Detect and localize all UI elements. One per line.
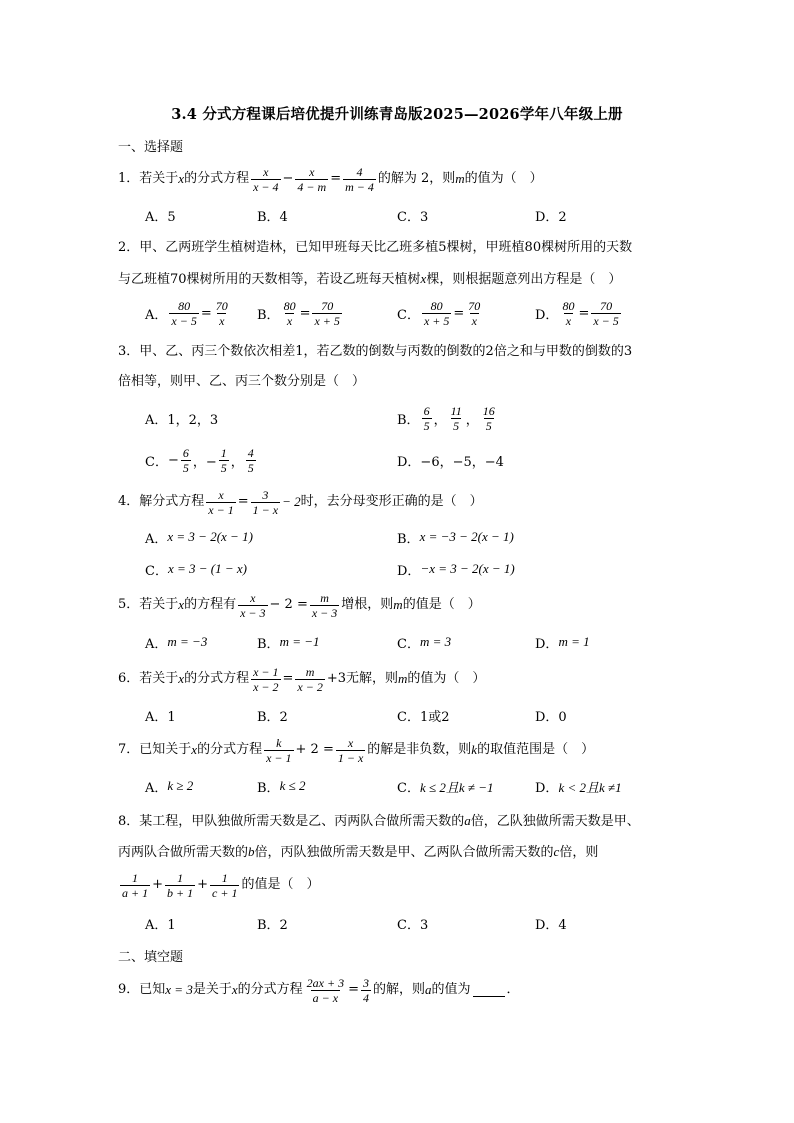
q2-option-c[interactable]: C． $\frac{80}{x + 5}$ = $\frac{70}{x}$ [397,298,481,328]
q1-option-a[interactable]: A．5 [145,209,176,225]
q4-option-c[interactable]: C． x = 3 − (1 − x) [145,561,247,579]
question-3-line-2: 倍相等，则甲、乙、丙三个数分别是（ ） [118,374,366,389]
question-9: 9．已知 x = 3 是关于 x 的分式方程 $\frac{2ax + 3}{a - x}$ = $\frac{3}{4}$ 的解，则 a 的值为 ． [118,975,520,1005]
section-choice: 一、选择题 [118,140,184,155]
q2-option-d[interactable]: D． $\frac{80}{x}$ = $\frac{70}{x - 5}$ [535,298,619,328]
question-2-line-2: 与乙班植70棵树所用的天数相等，若设乙班每天植树x棵，则根据题意列出方程是（ ） [118,271,622,287]
q6-option-a[interactable]: A．1 [145,709,176,725]
q5-option-d[interactable]: D． m = 1 [535,634,590,652]
question-3-line-1: 3．甲、乙、丙三个数依次相差1，若乙数的倒数与丙数的倒数的2倍之和与甲数的倒数的3 [118,344,633,359]
question-6: 6．若关于 x 的分式方程 $\frac{x - 1}{x - 2}$ = $\frac{m}{x - 2}$ +3无解，则 m 的值为（ ） [118,664,486,694]
q3-option-b[interactable]: B． $\frac{6}{5}$ ， $\frac{11}{5}$ ， $\frac{16}{5}$ [397,403,495,433]
q4-option-b[interactable]: B． x = −3 − 2(x − 1) [397,529,514,547]
q1-frac-2: $\frac{x}{4 - m}$ [297,164,327,194]
q6-option-b[interactable]: B．2 [257,709,288,725]
question-2-line-1: 2．甲、乙两班学生植树造林，已知甲班每天比乙班多植5棵树，甲班植80棵树所用的天数 [118,240,633,255]
q3-option-c[interactable]: C． − $\frac{6}{5}$ ，− $\frac{1}{5}$ ， $\frac{4}{5}$ [145,445,254,475]
question-1: 1．若关于 x 的分式方程 $\frac{x}{x - 4}$ − $\frac{x}{4 - m}$ = $\frac{4}{m - 4}$ 的解为 2，则 m 的值为（ ） [118,164,543,194]
q5-option-b[interactable]: B． m = −1 [257,634,320,652]
question-4: 4．解分式方程 $\frac{x}{x - 1}$ = $\frac{3}{1 - x}$ − 2 时，去分母变形正确的是（ ） [118,487,483,517]
q5-option-a[interactable]: A． m = −3 [145,634,208,652]
question-8-line-2: 丙两队合做所需天数的b倍，丙队独做所需天数是甲、乙两队合做所需天数的c倍，则 [118,844,599,860]
q1-option-c[interactable]: C．3 [397,209,429,225]
q7-option-a[interactable]: A． k ≥ 2 [145,778,194,796]
question-7: 7．已知关于 x 的分式方程 $\frac{k}{x - 1}$ + 2 = $\frac{x}{1 - x}$ 的解是非负数，则 k 的取值范围是（ ） [118,735,595,765]
q1-frac-1: $\frac{x}{x - 4}$ [253,164,279,194]
q1-var: x [178,171,185,186]
q6-option-c[interactable]: C．1或2 [397,709,450,725]
q8-option-d[interactable]: D．4 [535,917,567,933]
question-8-line-3: $\frac{1}{a + 1}$ + $\frac{1}{b + 1}$ + $\frac{1}{c + 1}$ 的值是（ ） [122,870,320,900]
q3-option-d[interactable]: D．−6，−5，−4 [397,454,504,470]
answer-blank[interactable] [473,984,505,997]
q1-frac-3: $\frac{4}{m - 4}$ [345,164,374,194]
question-5: 5．若关于 x 的方程有 $\frac{x}{x - 3}$ − 2 = $\frac{m}{x - 3}$ 增根，则 m 的值是（ ） [118,590,481,620]
q8-option-a[interactable]: A．1 [145,917,176,933]
q1-text: 1．若关于 [118,171,179,186]
page-title: 3.4 分式方程课后培优提升训练青岛版2025—2026学年八年级上册 [171,106,623,123]
q8-option-b[interactable]: B．2 [257,917,288,933]
q6-option-d[interactable]: D．0 [535,709,567,725]
q4-option-a[interactable]: A． x = 3 − 2(x − 1) [145,529,253,547]
q7-option-c[interactable]: C． k ≤ 2且k ≠ −1 [397,779,494,796]
section-fill: 二、填空题 [118,950,184,965]
q2-option-a[interactable]: A． $\frac{80}{x - 5}$ = $\frac{70}{x}$ [145,298,228,328]
question-8-line-1: 8．某工程，甲队独做所需天数是乙、丙两队合做所需天数的a倍，乙队独做所需天数是甲、 [118,813,640,829]
q2-option-b[interactable]: B． $\frac{80}{x}$ = $\frac{70}{x + 5}$ [257,298,340,328]
q4-option-d[interactable]: D． −x = 3 − 2(x − 1) [397,561,515,579]
q1-text-2: 的分式方程 [184,171,250,186]
q5-option-c[interactable]: C． m = 3 [397,634,452,652]
q1-option-b[interactable]: B．4 [257,209,288,225]
q8-option-c[interactable]: C．3 [397,917,429,933]
q7-option-b[interactable]: B． k ≤ 2 [257,778,306,796]
q3-option-a[interactable]: A．1，2，3 [145,412,219,428]
q1-option-d[interactable]: D．2 [535,209,567,225]
q7-option-d[interactable]: D． k < 2且k ≠1 [535,779,622,796]
